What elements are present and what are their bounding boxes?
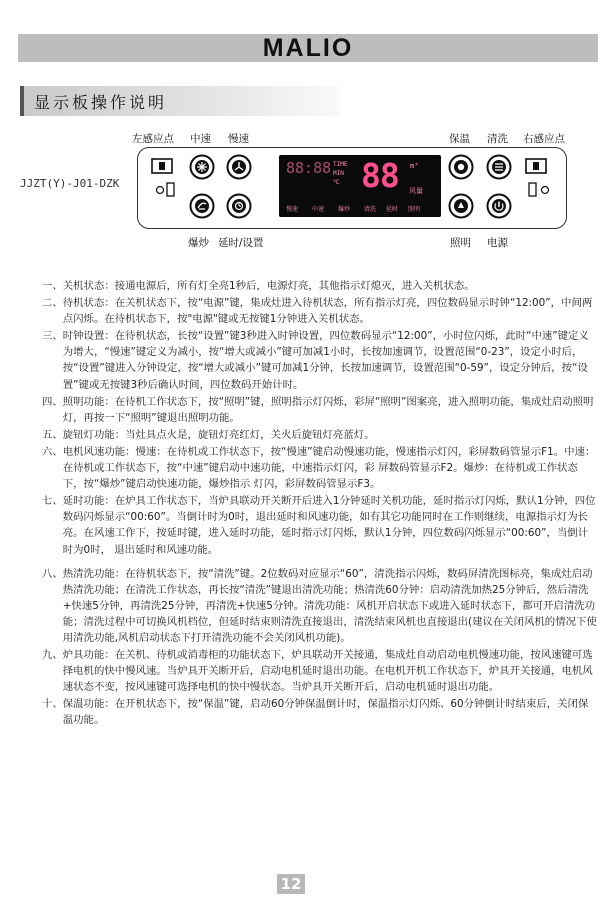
instruction-item: 九、 炉具功能：在关机、待机或消毒柜的功能状态下，炉具联动开关接通，集成灶自动启动电机慢速功能，按风速键可选择电机的快中慢风速。当炉具开关断开后，启动电机延时退出功能。在电机开机工作状态下，炉具开关接通，电机风速状态不变，按风速键可选择电机的快中慢状态。当炉具开关断开后，启动电机延时退出功能。 (42, 649, 593, 694)
display-wind-label: 风量 (409, 187, 423, 195)
display-mode-light: 照明 (408, 206, 421, 213)
slow-speed-button[interactable] (226, 154, 252, 180)
label-boost: 爆炒 (188, 237, 209, 249)
instruction-item: 二、 待机状态：在关机状态下，按“电源”键，集成灶进入待机状态，所有指示灯亮，四位数码显示时钟“12:00”，中间两点闪烁。在待机状态下，按"电源"键或无按键1分钟进入关机状态。 (42, 297, 593, 326)
display-min-tag: MIN (333, 170, 344, 177)
left-sensor-icon[interactable] (151, 158, 173, 174)
display-mode-medium: 中速 (312, 206, 325, 213)
display-unit: m³ (410, 162, 419, 170)
label-clean: 清洗 (487, 133, 508, 145)
power-button[interactable] (486, 193, 512, 219)
indicator-dot-icon (540, 185, 550, 195)
keep-warm-button[interactable] (448, 154, 474, 180)
model-number: JJZT(Y)-J01-DZK (20, 177, 120, 190)
display-clock-digits: 88:88 (286, 159, 332, 177)
delay-set-button[interactable] (226, 193, 252, 219)
instructions (42, 278, 598, 729)
section-header (20, 86, 340, 116)
clean-button[interactable] (486, 154, 512, 180)
label-light: 照明 (450, 237, 471, 249)
boost-button[interactable] (189, 193, 215, 219)
display-mode-boost: 爆炒 (338, 206, 351, 213)
label-delay-set: 延时/设置 (218, 237, 264, 249)
display-mode-slow: 慢速 (286, 206, 299, 213)
display-big-digits: 88 (361, 156, 399, 195)
instruction-item: 七、 延时功能：在炉具工作状态下，当炉具联动开关断开后进入1分钟延时关机功能，延时指示灯闪烁，默认1分钟，四位数码闪烁显示“00:60”。当倒计时为0时，退出延时和风速功能，如有其它功能同时在工作则继续，电源指示灯为长亮。在风速工作下，按延时键，进入延时功能，延时指示灯闪烁，默认1分钟，四位数码闪烁显示“00:60”，当倒计时为0时， 退出延时和风速功能。 (42, 495, 596, 556)
section-accent (20, 86, 24, 116)
display-time-tag: TIME (333, 161, 348, 168)
page-number: 12 (277, 874, 305, 894)
label-power: 电源 (487, 237, 508, 249)
instruction-item: 六、 电机风速功能：慢速：在待机或工作状态下，按“慢速”键启动慢速功能，慢速指示灯闪，彩屏数码管显示F1。中速：在待机或工作状态下，按“中速”键启动中速功能，中速指示灯闪，彩 屏数码管显示F2。爆炒：在待机或工作状态下，按“爆炒”键启动快速功能，爆炒指示 灯闪，彩屏数码管显示F3。 (42, 445, 596, 491)
instruction-item: 四、 照明功能：在待机工作状态下，按“照明”键，照明指示灯闪烁，彩屏“照明”图案亮，进入照明功能，集成灶启动照明灯，再按一下“照明”键退出照明功能。 (42, 395, 594, 424)
brand-logo: MALIO (262, 34, 354, 62)
instruction-item: 五、 旋钮灯功能：当灶具点火是，旋钮灯亮红灯，关火后旋钮灯亮蓝灯。 (42, 428, 375, 441)
label-left-sensor: 左感应点 (132, 133, 174, 145)
right-sensor-icon[interactable] (525, 158, 547, 174)
sensor-slot-icon (166, 182, 175, 198)
instruction-item: 十、 保温功能：在开机状态下，按“保温”键，启动60分钟保温倒计时，保温指示灯闪烁、60分钟倒计时结束后，关闭保温功能。 (42, 698, 589, 727)
medium-speed-button[interactable] (189, 154, 215, 180)
lcd-display (279, 155, 441, 217)
light-button[interactable] (448, 193, 474, 219)
instruction-item: 一、 关机状态：接通电源后，所有灯全亮1秒后，电源灯亮，其他指示灯熄灭，进入关机状态。 (42, 280, 475, 292)
display-mode-clean: 清洗 (364, 206, 377, 213)
instruction-item: 八、 热清洗功能：在待机状态下，按“清洗”键。2位数码对应显示“60”，清洗指示闪烁，数码屏清洗图标亮，集成灶启动热清洗功能；在清洗工作状态，再长按“清洗”键退出清洗功能；热清洗60分钟：启动清洗加热25分钟后，然后清洗+快速5分钟，再清洗25分钟，再清洗+快速5分钟。清洗功能：风机开启状态下或进入延时状态下，都可开启清洗功能；清洗过程中可切换风机档位，但延时结束则清洗直接退出，清洗结束风机也直接退出(建议在关闭风机的情况下使用清洗功能,风机启动状态下打开清洗功能不会关闭风机功能)。 (42, 567, 597, 644)
label-slow-speed: 慢速 (228, 133, 249, 145)
label-right-sensor: 右感应点 (523, 133, 565, 145)
display-mode-delay: 延时 (386, 206, 399, 213)
display-temp-tag: ℃ (333, 179, 340, 186)
section-title: 显示板操作说明 (34, 93, 168, 112)
label-keep-warm: 保温 (449, 133, 470, 145)
label-medium-speed: 中速 (190, 133, 211, 145)
sensor-slot-icon (528, 182, 537, 198)
indicator-dot-icon (155, 185, 165, 195)
instruction-item: 三、 时钟设置：在待机状态，长按“设置”键3秒进入时钟设置，四位数码显示“12:00”，小时位闪烁，此时“中速”键定义为增大，“慢速”键定义为减小，按“增大或减小”键可加减1小时，长按加速调节，设置范围“0-23”，设定小时后，按“设置”键进入分钟设定，按“增大或减小”键可加减1分钟，长按加速调节，设置范围“0-59”，设定分钟后，按“设置”键或无按键3秒后确认时间，四位数码开始计时。 (42, 330, 589, 391)
